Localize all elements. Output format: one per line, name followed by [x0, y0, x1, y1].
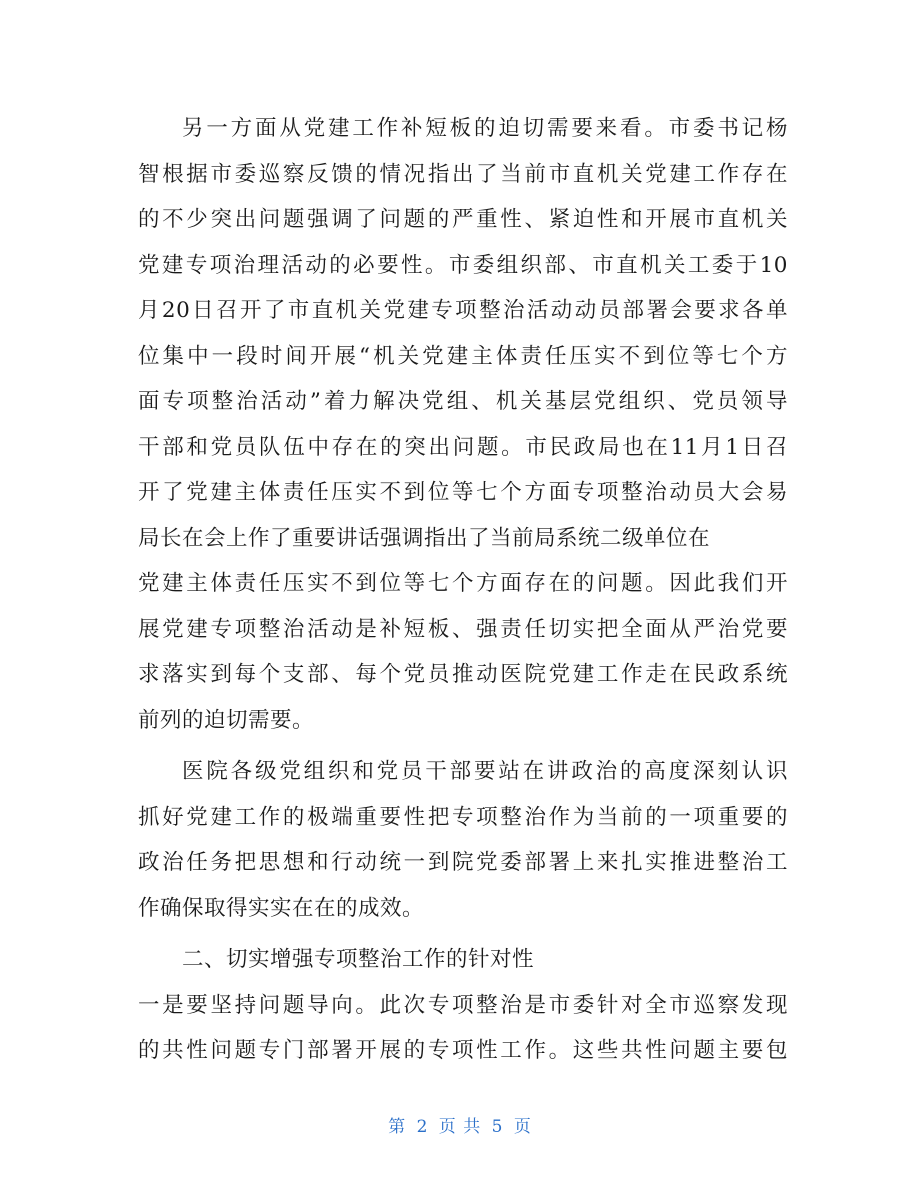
heading-line: 二、切实增强专项整治工作的针对性: [182, 947, 535, 972]
text-line: 政治任务把思想和行动统一到院党委部署上来扎实推进整治工: [138, 850, 788, 875]
footer-current-page: 2: [416, 1117, 429, 1137]
text-line: 的共性问题专门部署开展的专项性工作。这些共性问题主要包: [138, 1038, 788, 1063]
text-line: 局长在会上作了重要讲话强调指出了当前局系统二级单位在: [138, 525, 711, 551]
text-line: 一是要坚持问题导向。此次专项整治是市委针对全市巡察发现: [138, 992, 788, 1018]
text-line: 作确保取得实实在在的成效。: [138, 895, 425, 921]
text-line: 干部和党员队伍中存在的突出问题。市民政局也在11月1日召: [138, 434, 788, 460]
paragraph-3: [138, 983, 788, 1074]
text-line: 智根据市委巡察反馈的情况指出了当前市直机关党建工作存在: [138, 161, 788, 187]
text-line: 月20日召开了市直机关党建专项整治活动动员部署会要求各单: [138, 298, 788, 323]
footer-prefix: 第: [388, 1117, 407, 1137]
text-line: 党建专项治理活动的必要性。市委组织部、市直机关工委于10: [138, 252, 788, 278]
text-line: 的不少突出问题强调了问题的严重性、紧迫性和开展市直机关: [138, 207, 788, 232]
paragraph-1: [138, 106, 788, 743]
footer-total-pages: 5: [491, 1117, 504, 1137]
text-line: 前列的迫切需要。: [138, 707, 315, 733]
text-line: 面专项整治活动”着力解决党组、机关基层党组织、党员领导: [138, 389, 788, 414]
text-line: 求落实到每个支部、每个党员推动医院党建工作走在民政系统: [138, 662, 788, 687]
document-body: [138, 106, 788, 1074]
footer-suffix: 页: [513, 1117, 532, 1137]
text-line: 展党建专项整治活动是补短板、强责任切实把全面从严治党要: [138, 616, 788, 642]
footer-middle: 页 共: [438, 1117, 482, 1137]
text-line: 抓好党建工作的极端重要性把专项整治作为当前的一项重要的: [138, 804, 788, 830]
text-line: 另一方面从党建工作补短板的迫切需要来看。市委书记杨: [182, 116, 788, 141]
section-heading: [138, 937, 788, 983]
text-line: 党建主体责任压实不到位等七个方面存在的问题。因此我们开: [138, 571, 788, 596]
text-line: 开了党建主体责任压实不到位等七个方面专项整治动员大会易: [138, 480, 788, 505]
paragraph-2: [138, 749, 788, 931]
text-line: 位集中一段时间开展“机关党建主体责任压实不到位等七个方: [138, 343, 788, 369]
text-line: 医院各级党组织和党员干部要站在讲政治的高度深刻认识: [182, 759, 788, 784]
page-footer: [0, 1112, 920, 1137]
